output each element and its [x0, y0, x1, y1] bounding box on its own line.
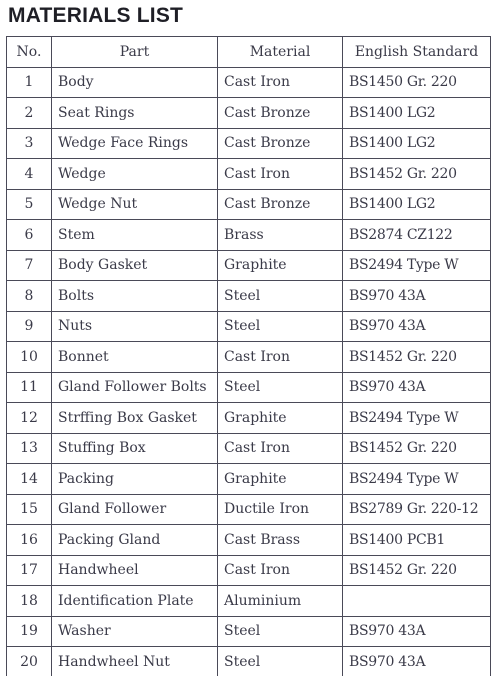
cell-no: 18 [7, 586, 52, 617]
cell-material: Cast Bronze [218, 189, 343, 220]
table-row [7, 189, 491, 220]
table-row [7, 616, 491, 647]
cell-standard: BS1400 LG2 [343, 189, 491, 220]
cell-standard: BS2874 CZ122 [343, 220, 491, 251]
cell-no: 6 [7, 220, 52, 251]
cell-no: 16 [7, 525, 52, 556]
header-part: Part [52, 37, 218, 68]
cell-part: Wedge [52, 159, 218, 190]
table-row [7, 494, 491, 525]
cell-part: Handwheel [52, 555, 218, 586]
cell-no: 17 [7, 555, 52, 586]
cell-no: 14 [7, 464, 52, 495]
cell-part: Strffing Box Gasket [52, 403, 218, 434]
cell-no: 11 [7, 372, 52, 403]
cell-standard: BS1452 Gr. 220 [343, 555, 491, 586]
cell-standard: BS1452 Gr. 220 [343, 159, 491, 190]
cell-standard: BS1452 Gr. 220 [343, 342, 491, 373]
cell-material: Steel [218, 616, 343, 647]
cell-no: 4 [7, 159, 52, 190]
table-row [7, 525, 491, 556]
cell-part: Packing [52, 464, 218, 495]
cell-part: Wedge Face Rings [52, 128, 218, 159]
cell-standard: BS2494 Type W [343, 250, 491, 281]
cell-part: Seat Rings [52, 98, 218, 129]
cell-part: Wedge Nut [52, 189, 218, 220]
cell-no: 9 [7, 311, 52, 342]
cell-material: Steel [218, 311, 343, 342]
cell-material: Graphite [218, 250, 343, 281]
cell-material: Steel [218, 647, 343, 676]
cell-no: 3 [7, 128, 52, 159]
cell-part: Stuffing Box [52, 433, 218, 464]
cell-no: 15 [7, 494, 52, 525]
cell-no: 8 [7, 281, 52, 312]
cell-material: Cast Iron [218, 67, 343, 98]
cell-part: Gland Follower [52, 494, 218, 525]
cell-no: 19 [7, 616, 52, 647]
cell-standard: BS970 43A [343, 647, 491, 676]
table-row [7, 372, 491, 403]
materials-table [6, 36, 491, 676]
table-row [7, 586, 491, 617]
table-row [7, 67, 491, 98]
cell-material: Ductile Iron [218, 494, 343, 525]
cell-standard: BS1452 Gr. 220 [343, 433, 491, 464]
cell-part: Bolts [52, 281, 218, 312]
cell-material: Cast Iron [218, 342, 343, 373]
cell-part: Body Gasket [52, 250, 218, 281]
cell-part: Stem [52, 220, 218, 251]
table-row [7, 311, 491, 342]
table-row [7, 128, 491, 159]
cell-standard: BS970 43A [343, 311, 491, 342]
cell-no: 20 [7, 647, 52, 676]
table-row [7, 464, 491, 495]
cell-material: Brass [218, 220, 343, 251]
cell-no: 2 [7, 98, 52, 129]
cell-material: Graphite [218, 464, 343, 495]
cell-part: Identification Plate [52, 586, 218, 617]
cell-no: 12 [7, 403, 52, 434]
cell-material: Cast Iron [218, 159, 343, 190]
cell-standard: BS2494 Type W [343, 464, 491, 495]
cell-no: 7 [7, 250, 52, 281]
table-row [7, 342, 491, 373]
cell-standard: BS1400 LG2 [343, 128, 491, 159]
table-row [7, 281, 491, 312]
cell-material: Cast Iron [218, 433, 343, 464]
table-body [7, 67, 491, 676]
table-header-row [7, 37, 491, 68]
cell-standard [343, 586, 491, 617]
cell-standard: BS970 43A [343, 281, 491, 312]
table-row [7, 250, 491, 281]
table-row [7, 220, 491, 251]
cell-material: Steel [218, 281, 343, 312]
cell-material: Cast Bronze [218, 128, 343, 159]
cell-part: Packing Gland [52, 525, 218, 556]
header-material: Material [218, 37, 343, 68]
cell-part: Body [52, 67, 218, 98]
cell-material: Graphite [218, 403, 343, 434]
cell-part: Washer [52, 616, 218, 647]
cell-standard: BS1450 Gr. 220 [343, 67, 491, 98]
cell-standard: BS2789 Gr. 220-12 [343, 494, 491, 525]
header-standard: English Standard [343, 37, 491, 68]
cell-part: Nuts [52, 311, 218, 342]
cell-standard: BS970 43A [343, 616, 491, 647]
cell-material: Cast Iron [218, 555, 343, 586]
cell-standard: BS1400 LG2 [343, 98, 491, 129]
table-row [7, 555, 491, 586]
cell-no: 1 [7, 67, 52, 98]
cell-standard: BS970 43A [343, 372, 491, 403]
table-row [7, 159, 491, 190]
cell-material: Aluminium [218, 586, 343, 617]
cell-no: 5 [7, 189, 52, 220]
table-row [7, 98, 491, 129]
cell-no: 10 [7, 342, 52, 373]
cell-material: Cast Brass [218, 525, 343, 556]
cell-standard: BS2494 Type W [343, 403, 491, 434]
page-title: MATERIALS LIST [8, 4, 184, 27]
cell-part: Bonnet [52, 342, 218, 373]
cell-no: 13 [7, 433, 52, 464]
header-no: No. [7, 37, 52, 68]
table-row [7, 403, 491, 434]
cell-standard: BS1400 PCB1 [343, 525, 491, 556]
cell-material: Steel [218, 372, 343, 403]
table-row [7, 647, 491, 676]
cell-part: Handwheel Nut [52, 647, 218, 676]
table-row [7, 433, 491, 464]
cell-part: Gland Follower Bolts [52, 372, 218, 403]
cell-material: Cast Bronze [218, 98, 343, 129]
